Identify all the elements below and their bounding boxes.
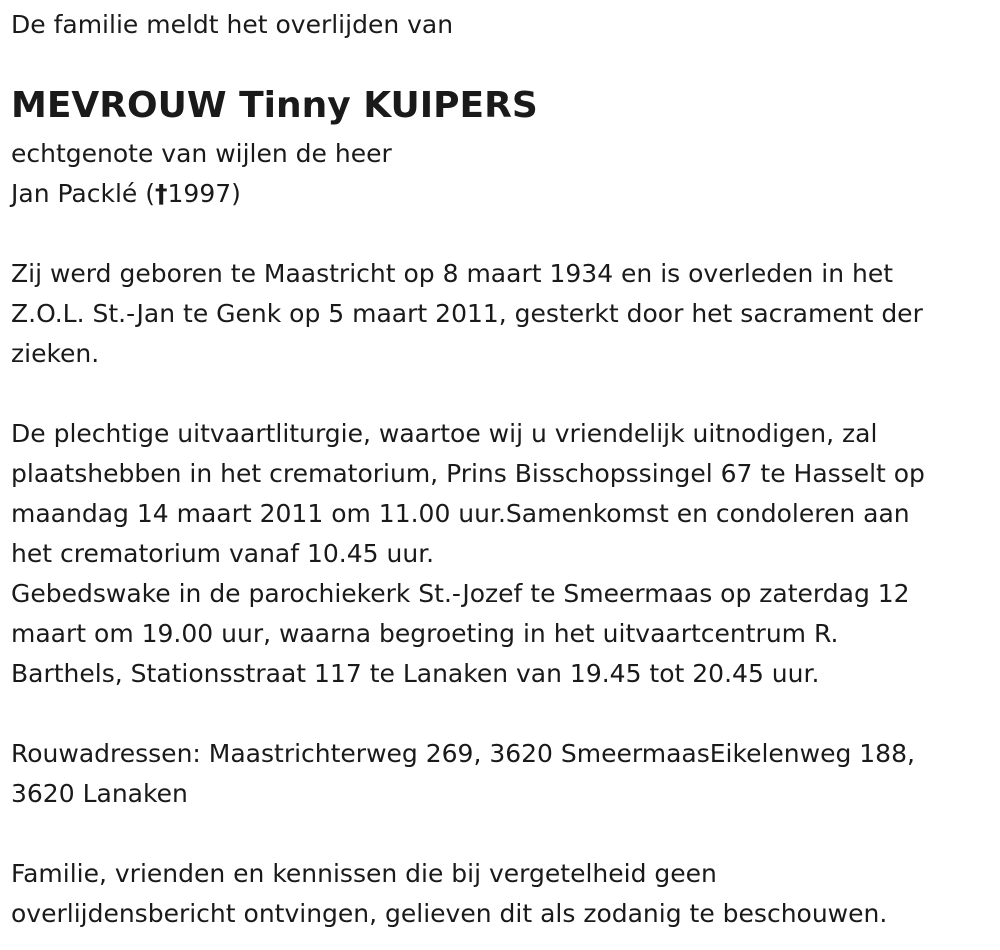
birth-death-paragraph [11, 254, 923, 374]
spouse-name-line [11, 174, 392, 214]
spouse-name: Jan Packlé ( [11, 179, 156, 208]
spouse-section [11, 134, 392, 214]
paragraph-line: Familie, vrienden en kennissen die bij vergetelheid geen [11, 859, 717, 888]
paragraph-line: maart om 19.00 uur, waarna begroeting in het uitvaartcentrum R. [11, 619, 839, 648]
paragraph-line: De plechtige uitvaartliturgie, waartoe wij u vriendelijk uitnodigen, zal [11, 419, 878, 448]
paragraph-line: het crematorium vanaf 10.45 uur. [11, 539, 435, 568]
paragraph-line: Z.O.L. St.-Jan te Genk op 5 maart 2011, gesterkt door het sacrament der [11, 299, 923, 328]
spouse-death-year: 1997) [167, 179, 241, 208]
paragraph-line: Barthels, Stationsstraat 117 te Lanaken van 19.45 tot 20.45 uur. [11, 659, 820, 688]
paragraph-line: 3620 Lanaken [11, 779, 188, 808]
intro-text: De familie meldt het overlijden van [11, 10, 454, 39]
spouse-line: echtgenote van wijlen de heer [11, 139, 392, 168]
paragraph-line: Gebedswake in de parochiekerk St.-Jozef te Smeermaas op zaterdag 12 [11, 579, 910, 608]
paragraph-line: plaatshebben in het crematorium, Prins Bisschopssingel 67 te Hasselt op [11, 459, 925, 488]
paragraph-line: zieken. [11, 339, 100, 368]
mourning-addresses [11, 734, 915, 814]
paragraph-line: Rouwadressen: Maastrichterweg 269, 3620 SmeermaasEikelenweg 188, [11, 739, 915, 768]
paragraph-line: maandag 14 maart 2011 om 11.00 uur.Samenkomst en condoleren aan [11, 499, 910, 528]
closing-paragraph [11, 854, 887, 934]
cross-icon: † [155, 179, 168, 208]
paragraph-line: Zij werd geboren te Maastricht op 8 maart 1934 en is overleden in het [11, 259, 894, 288]
funeral-paragraph [11, 414, 925, 694]
deceased-name: MEVROUW Tinny KUIPERS [11, 85, 538, 126]
paragraph-line: overlijdensbericht ontvingen, gelieven dit als zodanig te beschouwen. [11, 899, 888, 928]
